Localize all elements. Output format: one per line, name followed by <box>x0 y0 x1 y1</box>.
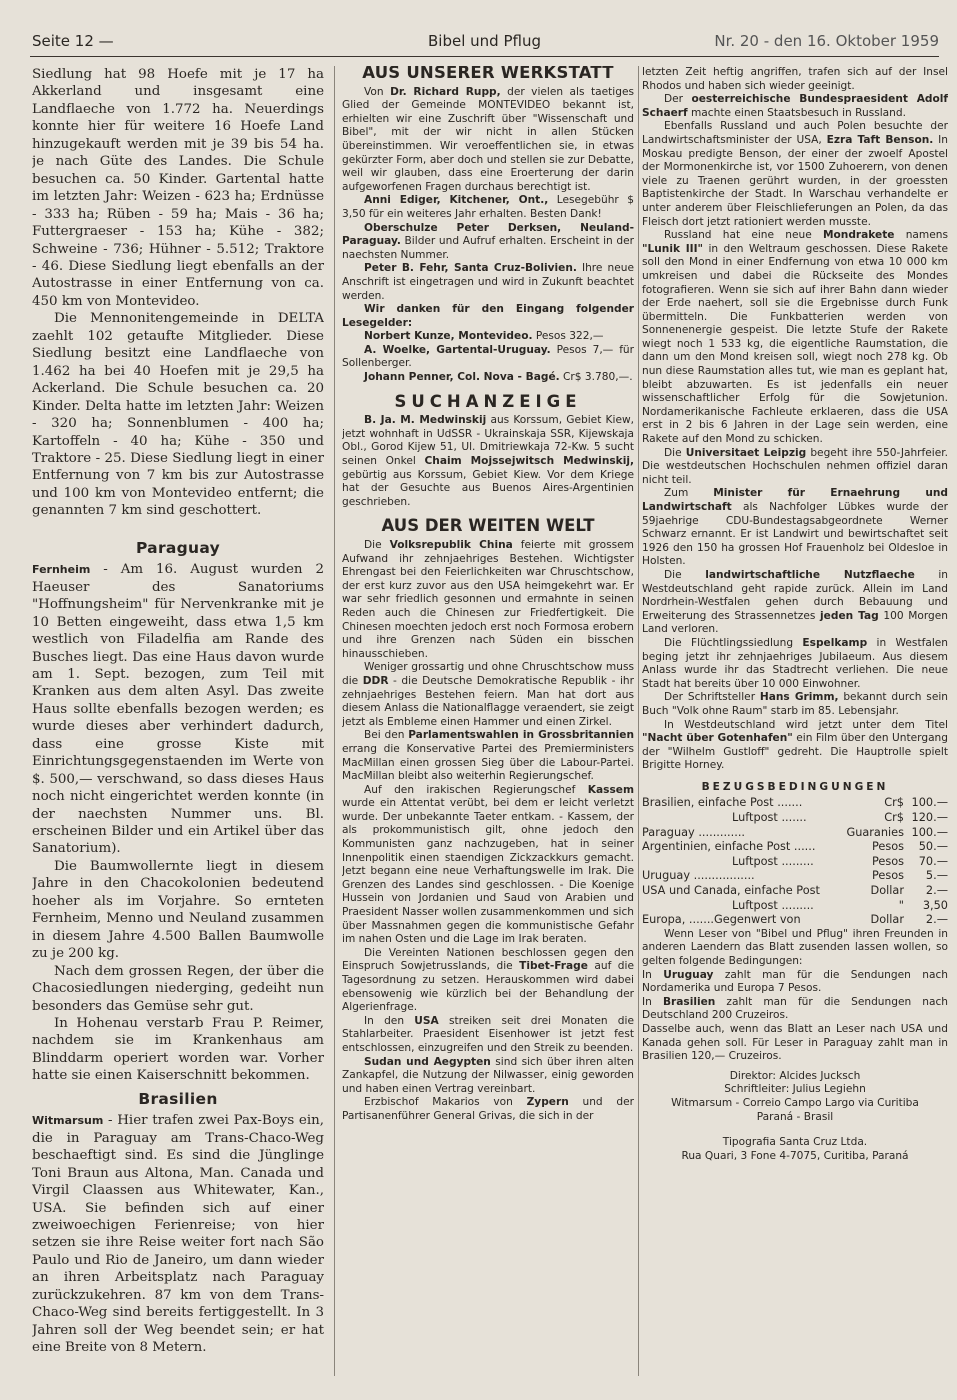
printer-line: Tipografia Santa Cruz Ltda. <box>722 1136 868 1149</box>
publication-title: Bibel und Pflug <box>428 32 541 50</box>
column-divider <box>334 66 335 1376</box>
rate-price: Pesos 5.— <box>871 869 948 883</box>
rate-row <box>642 855 948 870</box>
imprint-line: Paraná - Brasil <box>756 1110 834 1123</box>
rate-row <box>642 913 948 928</box>
rate-row <box>642 899 948 914</box>
rate-label: Luftpost ......... <box>732 854 814 868</box>
printer-line: Rua Quari, 3 Fone 4-7075, Curitiba, Paraná <box>681 1149 909 1162</box>
paragraph: Ebenfalls Russland und auch Polen besuchte der Landwirtschaftsminister der USA, Ezra Taft Benson. In Moskau predigte Benson, der einer der zwoelf Apostel der Mormonenkirche ist, vor 1500 Zuhoerern, von denen viele zu Traenen gerührt wurden, in der groessten Baptistenkirche der Stadt. In Warschau verhandelte er unter anderem über Fleischlieferungen an Polen, da das Fleisch dort jetzt rationiert werden musste. <box>642 120 948 228</box>
rate-label: Europa, .......Gegenwert von <box>642 913 801 927</box>
paragraph: Auf den irakischen Regierungschef Kassem wurde ein Attentat verübt, bei dem er leicht verletzt wurde. Der unbekannte Taeter entkam. - Kassem, der als prokommunistisch gilt, ohne jedoch den Kommunisten ganz nachzugeben, hat in seiner Innenpolitik einen staendigen Zickzackkurs gemacht. Jetzt begann eine neue Verhaftungswelle im Irak. Die Grenzen des Landes sind geschlossen. - Die Koenige Hussein von Jordanien und Saud von Arabien und Praesident Nasser wollen zusammenkommen und sich über Massnahmen gegen die kommunistische Gefahr im nahen Osten und die Lage im Irak beraten. <box>342 783 634 946</box>
paragraph: A. Woelke, Gartental-Uruguay. Pesos 7,— für Sollenberger. <box>342 343 634 370</box>
paragraph: Erzbischof Makarios von Zypern und der Partisanenführer General Grivas, die sich in der <box>342 1096 634 1122</box>
page-number: Seite 12 — <box>32 32 114 50</box>
paragraph: Die Volksrepublik China feierte mit grossem Aufwand ihr zehnjaehriges Bestehen. Wichtigster Ehrengast bei den Feierlichkeiten war Chruschtschow, der erst kurz zuvor aus den USA heimgekehrt war. Er war sehr friedlich gesonnen und ermahnte in seinen Reden auch die Chinesen zur Friedfertigkeit. Die Chinesen moechten jedoch erst noch Formosa erobern und ihre Grenzen nach Süden ein bisschen hinausschieben. <box>342 539 634 660</box>
paragraph: Der oesterreichische Bundespraesident Adolf Schaerf machte einen Staatsbesuch in Russland. <box>642 93 948 119</box>
paragraph: Dasselbe auch, wenn das Blatt an Leser nach USA und Kanada gehen soll. Für Leser in Paraguay zahlt man in Brasilien 120,— Cruzeiros. <box>642 1022 948 1063</box>
paragraph: In den USA streiken seit drei Monaten die Stahlarbeiter. Praesident Eisenhower ist jetzt fest entschlossen, einzugreifen und den Streik zu beenden. <box>342 1014 634 1054</box>
rate-row <box>642 811 948 826</box>
paragraph: In Westdeutschland wird jetzt unter dem Titel "Nacht über Gotenhafen" ein Film über den Untergang der "Wilhelm Gustloff" gedreht. Die Hauptrolle spielt Brigitte Horney. <box>642 718 948 772</box>
rate-label: USA und Canada, einfache Post <box>642 884 820 898</box>
paragraph: Norbert Kunze, Montevideo. Pesos 322,— <box>364 330 604 343</box>
paragraph: Peter B. Fehr, Santa Cruz-Bolivien. Ihre neue Anschrift ist eingetragen und wird in Zukunft beachtet werden. <box>342 262 634 302</box>
rate-row <box>642 884 948 899</box>
paragraph: Witmarsum - Hier trafen zwei Pax-Boys ein, die in Paraguay am Trans-Chaco-Weg beschaeftigt sind. Es sind die Jünglinge Toni Braun aus Altona, Man. Canada und Virgil Claassen aus Whitewater, Kan., USA. Sie befinden sich auf einer zweiwoechigen Ferienreise; von hier setzen sie ihre Reise weiter fort nach São Paulo und Rio de Janeiro, um dann wieder an ihren Arbeitsplatz nach Paraguay zurückzukehren. 87 km von dem Trans-Chaco-Weg sind bereits fertiggestellt. In 3 Jahren soll der Weg beendet sein; er hat eine Breite von 8 Metern. <box>32 1113 324 1356</box>
rate-price: Dollar 2.— <box>870 884 948 898</box>
paragraph: Wenn Leser von "Bibel und Pflug" ihren Freunden in anderen Laendern das Blatt zusenden lassen wollen, so gelten folgende Bedingungen: <box>642 927 948 967</box>
rate-price: Dollar 2.— <box>870 913 948 927</box>
rate-price: Pesos 50.— <box>871 840 948 854</box>
paragraph: Die Baumwollernte liegt in diesem Jahre in den Chacokolonien bedeutend hoeher als im Vorjahre. So ernteten Fernheim, Menno und Neuland zusammen in diesem Jahre 4.500 Ballen Baumwolle zu je 200 kg. <box>32 858 324 962</box>
paragraph: Von Dr. Richard Rupp, der vielen als taetiges Glied der Gemeinde MONTEVIDEO bekannt ist, erhielten wir eine Zuschrift über "Wissenschaft und Bibel", mit der wir nicht in allen Stücken übereinstimmen. Wir veroeffentlichen sie, in etwas gekürzter Form, aber doch und stellen sie zur Debatte, weil wir glauben, dass eine Eroerterung der darin aufgeworfenen Fragen durchaus berechtigt ist. <box>342 85 634 193</box>
rate-label: Luftpost ......... <box>732 898 814 912</box>
section-heading-paraguay: Paraguay <box>135 538 221 557</box>
rate-label: Luftpost ....... <box>732 811 807 825</box>
paragraph: Russland hat eine neue Mondrakete namens "Lunik III" in den Weltraum geschossen. Diese Rakete soll den Mond in einer Endfernung von etwa 10 000 km umkreisen und dabei die Rückseite des Mondes fotografieren. Wenn sie sich auf ihrer Bahn dann wieder der Erde naehert, soll sie die Ergebnisse durch Funk übermitteln. Die Funkbatterien werden von Sonnenenergie gespeist. Die letzte Stufe der Rakete wiegt noch 1 533 kg, die eigentliche Raumstation, die dann um den Mond kreisen soll, wiegt noch 278 kg. Ob nun diese Raumstation alles tut, wie man es geplant hat, bleibt abzuwarten. Es ist jedenfalls ein neuer wissenschaftlicher Erfolg für die Sowjetunion. Nordamerikanische Fachleute erklaeren, dass die USA erst in 2 bis 6 Jahren in der Lage sein werden, eine Rakete auf den Mond zu schicken. <box>642 229 948 446</box>
rate-row <box>642 840 948 855</box>
subscription-rates <box>642 796 948 927</box>
paragraph: Die landwirtschaftliche Nutzflaeche in Westdeutschland geht rapide zurück. Allein im Land Nordrhein-Westfalen gehen durch Bebauung und Erweiterung des Strassennetzes jeden Tag 100 Morgen Land verloren. <box>642 568 948 636</box>
paragraph: Johann Penner, Col. Nova - Bagé. Cr$ 3.780,—. <box>364 371 633 384</box>
column-divider <box>638 66 639 1376</box>
rate-label: Argentinien, einfache Post ...... <box>642 840 816 854</box>
rate-price: Guaranies 100.— <box>846 825 948 839</box>
paragraph: Fernheim - Am 16. August wurden 2 Haeuser des Sanatoriums "Hoffnungsheim" für Nervenkranke mit je 10 Betten eingeweiht, dass etwa 1,5 km westlich von Filadelfia am Rande des Busches liegt. Das eine Haus davon wurde am 1. Sept. bezogen, zum Teil mit Kranken aus dem alten Asyl. Das zweite Haus sollte ebenfalls bezogen werden; es wurde dieses aber verhindert dadurch, dass eine grosse Kiste mit Einrichtungsgegenstaenden im Werte von $. 500,— verschwand, so dass dieses Haus noch nicht eingerichtet werden konnte (in der naechsten Nummer uns. Bl. erscheinen Bilder und ein Artikel über das Sanatorium). <box>32 562 324 857</box>
section-heading-brasilien: Brasilien <box>138 1089 218 1108</box>
paragraph: Die Flüchtlingssiedlung Espelkamp in Westfalen beging jetzt ihr zehnjaehriges Jubilaeum. Aus diesem Anlass wurde ihr das Stadtrecht verliehen. Die neue Stadt hat bereits über 10 000 Einwohner. <box>642 636 948 690</box>
rate-price: Pesos 70.— <box>871 854 948 868</box>
rate-price: Cr$ 100.— <box>884 796 948 810</box>
paragraph: Anni Ediger, Kitchener, Ont., Lesegebühr $ 3,50 für ein weiteres Jahr erhalten. Besten Dank! <box>342 194 634 220</box>
paragraph: Bei den Parlamentswahlen in Grossbritannien errang die Konservative Partei des Premierministers MacMillan einen grossen Sieg über die Labour-Partei. MacMillan bleibt also weiterhin Regierungschef. <box>342 729 634 783</box>
paragraph: Wir danken für den Eingang folgender Lesegelder: <box>342 303 634 329</box>
paragraph: B. Ja. M. Medwinskij aus Korssum, Gebiet Kiew, jetzt wohnhaft in UdSSR - Ukrainskaja SSR, Kijewskaja Obl., Gorod Kijew 51, Ul. Dmitriewkaja 72-Kw. 5 sucht seinen Onkel Chaim Mojssejwitsch Medwinskij, gebürtig aus Korssum, Gebiet Kiew. Vor dem Kriege hat der Gesuchte aus Buenos Aires-Argentinien geschrieben. <box>342 414 634 508</box>
rate-price: Cr$ 120.— <box>884 811 948 825</box>
imprint <box>642 1070 948 1164</box>
rate-label: Uruguay ................. <box>642 869 755 883</box>
rate-label: Paraguay ............. <box>642 825 746 839</box>
paragraph: Nach dem grossen Regen, der über die Chacosiedlungen niederging, gedeiht nun besonders das Gemüse sehr gut. <box>32 963 324 1014</box>
paragraph: Die Universitaet Leipzig begeht ihre 550-Jahrfeier. Die westdeutschen Hochschulen nehmen offiziel daran nicht teil. <box>642 446 948 486</box>
place-name: Witmarsum <box>32 1114 104 1128</box>
section-heading-suchanzeige: SUCHANZEIGE <box>394 391 582 411</box>
paragraph: Siedlung hat 98 Hoefe mit je 17 ha Akkerland und insgesamt eine Landflaeche von 1.772 ha. Neuerdings konnte hier für weitere 16 Hoefe Land hinzugekauft werden mit je 39 bis 54 ha. je nach Güte des Landes. Die Schule besuchen ca. 50 Kinder. Gartental hatte im letzten Jahr: Weizen - 623 ha; Erdnüsse - 333 ha; Rüben - 59 ha; Mais - 36 ha; Futtergraeser - 153 ha; Kühe - 382; Schweine - 736; Hühner - 5.512; Traktore - 46. Diese Siedlung liegt ebenfalls an der Autostrasse in einer Entfernung von ca. 450 km von Montevideo. <box>32 67 324 309</box>
paragraph: Sudan und Aegypten sind sich über ihren alten Zankapfel, die Nutzung der Nilwasser, einig geworden und haben einen Vertrag vereinbart. <box>342 1055 634 1095</box>
paragraph: letzten Zeit heftig angriffen, trafen sich auf der Insel Rhodos und haben sich wieder geeinigt. <box>642 66 948 92</box>
paragraph: Weniger grossartig und ohne Chruschtschow muss die DDR - die Deutsche Demokratische Republik - ihr zehnjaehriges Bestehen feiern. Man hat dort aus diesem Anlass die Nationalflagge veraendert, sie zeigt jetzt als Embleme einen Hammer und einen Zirkel. <box>342 661 634 728</box>
paragraph: Der Schriftsteller Hans Grimm, bekannt durch sein Buch "Volk ohne Raum" starb im 85. Lebensjahr. <box>642 691 948 717</box>
column-2 <box>342 66 634 1124</box>
column-3 <box>642 66 948 1163</box>
place-name: Fernheim <box>32 563 91 577</box>
imprint-line: Schriftleiter: Julius Legiehn <box>724 1083 866 1096</box>
rate-row <box>642 826 948 841</box>
section-heading-werkstatt: AUS UNSERER WERKSTATT <box>362 66 614 82</box>
paragraph: In Hohenau verstarb Frau P. Reimer, nachdem sie im Krankenhaus am Blinddarm operiert worden war. Vorher hatte sie einen Kaiserschnitt bekommen. <box>32 1016 324 1084</box>
paragraph: In Uruguay zahlt man für die Sendungen nach Nordamerika und Europa 7 Pesos. <box>642 968 948 995</box>
paragraph: Die Mennonitengemeinde in DELTA zaehlt 102 getaufte Mitglieder. Diese Siedlung besitzt eine Landflaeche von 1.462 ha bei 40 Hoefen mit je 29,5 ha Ackerland. Die Schule besuchen ca. 20 Kinder. Delta hatte im letzten Jahr: Weizen - 320 ha; Sonnenblumen - 400 ha; Kartoffeln - 40 ha; Kühe - 350 und Traktore - 25. Diese Siedlung liegt in einer Entfernung von 7 km bis zur Autostrasse und 100 km von Montevideo entfernt; die genannten 7 km sind geschottert. <box>32 311 324 519</box>
imprint-line: Witmarsum - Correio Campo Largo via Curitiba <box>671 1096 919 1109</box>
issue-date: Nr. 20 - den 16. Oktober 1959 <box>714 32 939 50</box>
rate-row <box>642 796 948 811</box>
paragraph: Zum Minister für Ernaehrung und Landwirtschaft als Nachfolger Lübkes wurde der 59jaehrige CDU-Bundestagsabgeordnete Werner Schwarz ernannt. Er ist Landwirt und bewirtschaftet seit 1926 den 150 ha grossen Hof Frauenholz bei Oldesloe in Holsten. <box>642 487 948 568</box>
rate-price: " 3,50 <box>898 898 948 912</box>
page-header <box>30 30 939 57</box>
rate-row <box>642 869 948 884</box>
section-heading-weite-welt: AUS DER WEITEN WELT <box>381 516 595 536</box>
rate-label: Brasilien, einfache Post ....... <box>642 796 803 810</box>
section-heading-bezugsbedingungen: BEZUGSBEDINGUNGEN <box>701 780 889 793</box>
paragraph: Die Vereinten Nationen beschlossen gegen den Einspruch Sowjetrusslands, die Tibet-Frage auf die Tagesordnung zu setzen. Herauskommen wird dabei ebensowenig wie kürzlich bei der Behandlung der Algerienfrage. <box>342 946 634 1014</box>
column-1 <box>32 66 324 1357</box>
paragraph: Oberschulze Peter Derksen, Neuland-Paraguay. Bilder und Aufruf erhalten. Erscheint in der naechsten Nummer. <box>342 221 634 261</box>
paragraph: In Brasilien zahlt man für die Sendungen nach Deutschland 200 Cruzeiros. <box>642 995 948 1022</box>
imprint-line: Direktor: Alcides Jucksch <box>729 1069 861 1082</box>
